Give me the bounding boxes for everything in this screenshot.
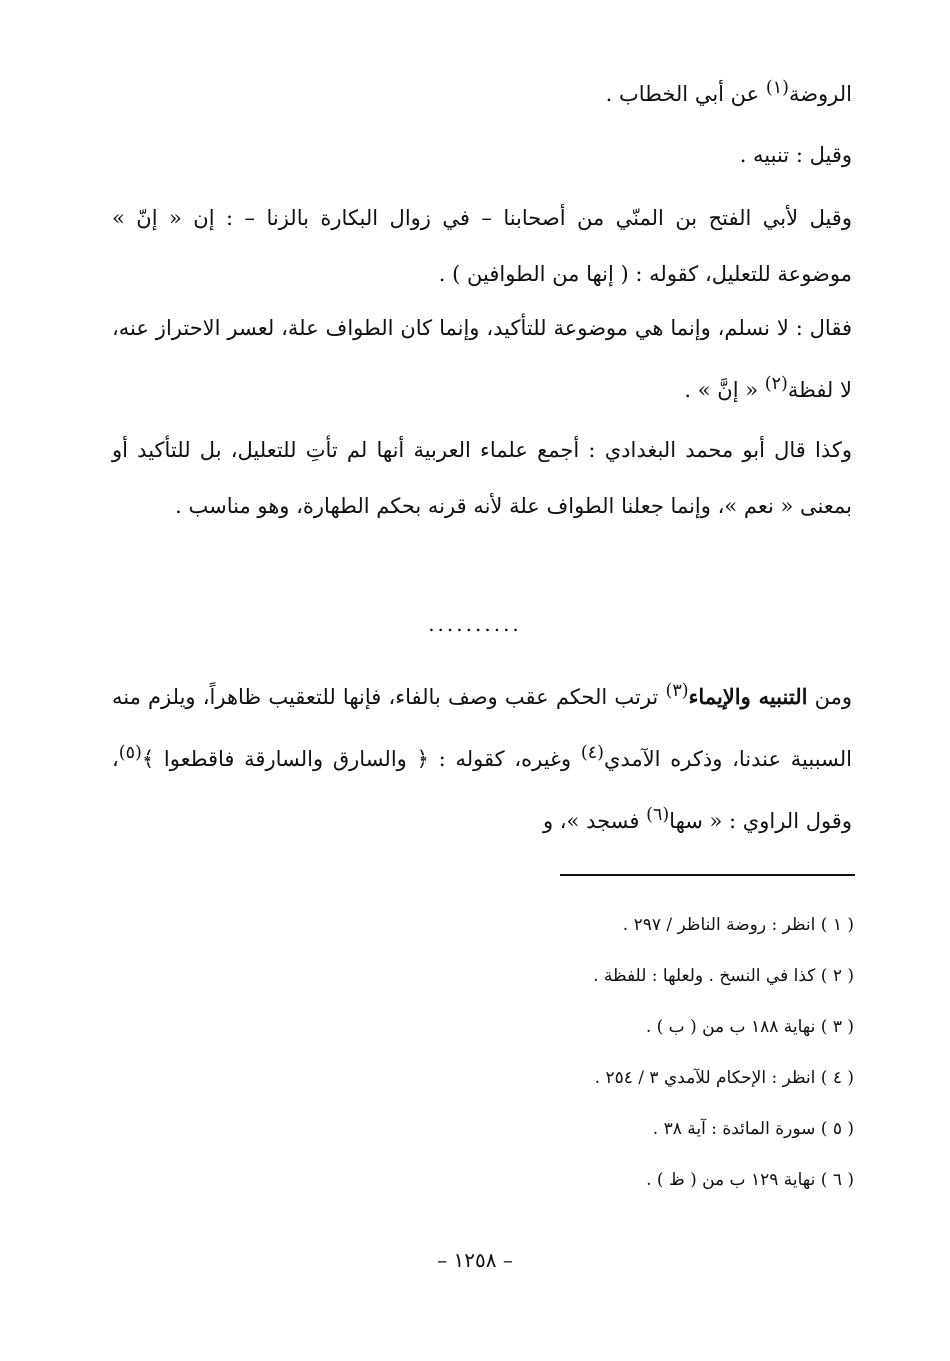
paragraph-baghdadi: وكذا قال أبو محمد البغدادي : أجمع علماء العربية أنها لم تأتِ للتعليل، بل للتأكيد أو بمعنى « نعم »، وإنما جعلنا الطواف علة لأنه قرنه بحكم الطهارة، وهو مناسب .	[112, 438, 852, 518]
section-separator: ..........	[428, 612, 522, 636]
footnote-ref-2: (٢)	[764, 374, 788, 394]
footnote-divider	[560, 874, 855, 876]
paragraph-rawda	[112, 60, 852, 122]
paragraph-text: ترتب الحكم عقب وصف بالفاء، فإنها للتعقيب ظاهراً، ويلزم منه السببية عندنا، وذكره الآمدي	[112, 685, 852, 771]
footnote-4: ( ٤ ) انظر : الإحكام للآمدي ٣ / ٢٥٤ .	[594, 1068, 854, 1088]
paragraph-text: فقال : لا نسلم، وإنما هي موضوعة للتأكيد، وإنما كان الطواف علة، لعسر الاحتراز عنه، لا لفظة	[112, 316, 852, 402]
paragraph-text: « إنَّ » .	[684, 378, 765, 402]
paragraph-text: وغيره، كقوله : ﴿ والسارق والسارقة فاقطعوا ﴾	[141, 747, 581, 771]
footnote-ref-5: (٥)	[118, 743, 142, 763]
footnote-6: ( ٦ ) نهاية ١٢٩ ب من ( ظ ) .	[646, 1170, 854, 1190]
footnote-ref-1: (١)	[765, 78, 789, 98]
footnote-2: ( ٢ ) كذا في النسخ . ولعلها : للفظة .	[593, 966, 854, 986]
paragraph-text: ، وقول الراوي : « سها	[112, 747, 852, 833]
paragraph-text: ومن	[807, 685, 853, 709]
paragraph-text: الروضة	[788, 82, 852, 106]
footnotes-section	[114, 905, 854, 1211]
bold-term: التنبيه والإيماء	[688, 684, 808, 709]
footnote-5: ( ٥ ) سورة المائدة : آية ٣٨ .	[652, 1119, 854, 1139]
footnote-3: ( ٣ ) نهاية ١٨٨ ب من ( ب ) .	[645, 1017, 854, 1037]
footnote-ref-4: (٤)	[580, 743, 604, 763]
footnote-ref-6: (٦)	[646, 805, 670, 825]
footnote-ref-3: (٣)	[665, 681, 689, 701]
page-number: – ١٢٥٨ –	[437, 1248, 513, 1272]
paragraph-ibn-al-munni: وقيل لأبي الفتح بن المنّي من أصحابنا – في زوال البكارة بالزنا – : إن « إنّ » موضوعة للتعليل، كقوله : ( إنها من الطوافين ) .	[112, 206, 852, 286]
paragraph-text: فسجد »، و	[542, 809, 647, 833]
paragraph-text: عن أبي الخطاب .	[605, 82, 766, 106]
paragraph-response	[112, 300, 852, 418]
paragraph-tanbih: وقيل : تنبيه .	[739, 143, 852, 167]
paragraph-tanbih-imaa	[112, 663, 852, 849]
footnote-1: ( ١ ) انظر : روضة الناظر / ٢٩٧ .	[622, 915, 854, 935]
